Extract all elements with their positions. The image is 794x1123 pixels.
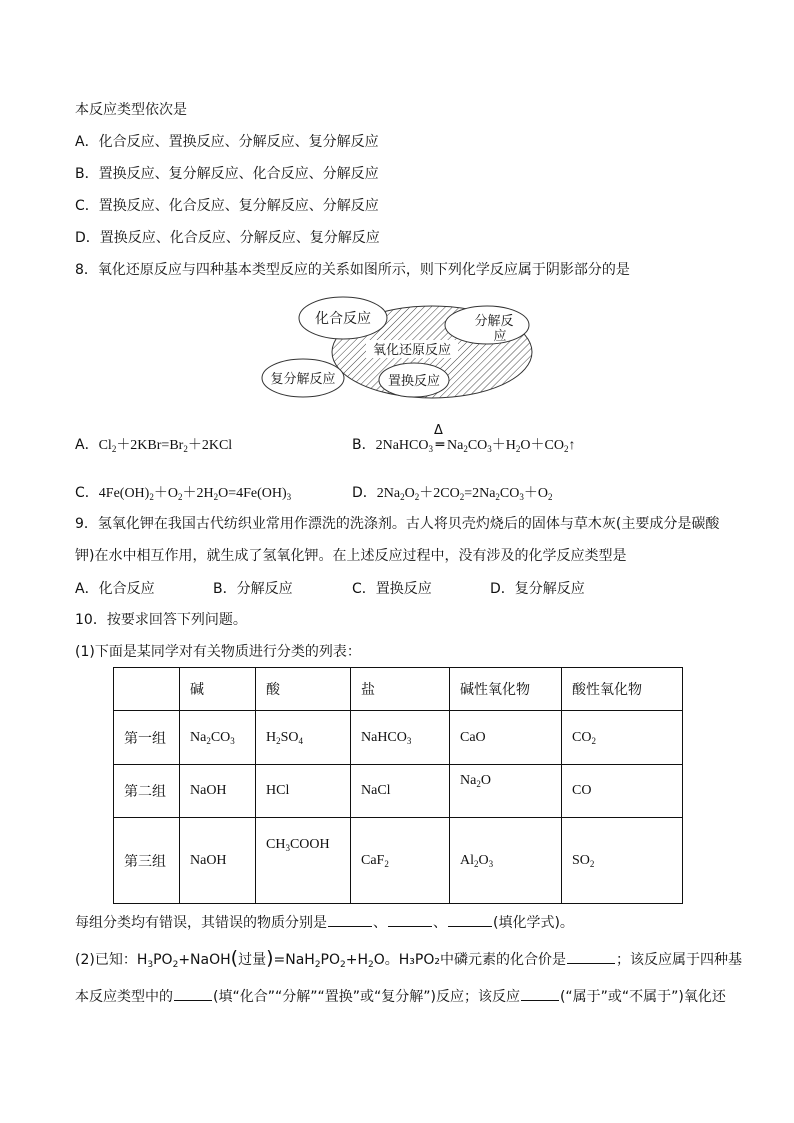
header-acid: 酸 — [256, 668, 351, 711]
heat-condition: Δ ═ — [434, 423, 445, 453]
q9-option-d: D．复分解反应 — [490, 581, 585, 597]
q9-option-c: C．置换反应 — [352, 581, 432, 597]
q10-part1: (1)下面是某同学对有关物质进行分类的列表： — [75, 644, 361, 660]
table-cell: CaF$_2$ — [351, 818, 450, 904]
decomposition-label-2: 应 — [493, 328, 507, 343]
q8-stem: 8．氧化还原反应与四种基本类型反应的关系如图所示，则下列化学反应属于阴影部分的是 — [75, 262, 630, 278]
q10-part2-line: (2)已知：$H_3PO_2+NaOH$(过量)$=NaH_2PO_2+H_2O$。H₃PO₂中磷元素的化合价是 ；该反应属于四种基 — [75, 947, 742, 970]
table-cell: NaOH — [180, 818, 256, 904]
reaction-type-diagram — [258, 296, 538, 406]
table-cell: CO — [562, 765, 683, 818]
q10-stem: 10．按要求回答下列问题。 — [75, 612, 247, 628]
q8-option-b: B．2NaHCO$_3$ Δ ═ $Na_2CO_3+H_2O+CO_2↑$ — [352, 423, 576, 454]
q7-option-a: A．化合反应、置换反应、分解反应、复分解反应 — [75, 134, 379, 150]
displacement-label: 置换反应 — [387, 373, 441, 388]
table-cell: NaCl — [351, 765, 450, 818]
q9-stem-line-2: 钾)在水中相互作用，就生成了氢氧化钾。在上述反应过程中，没有涉及的化学反应类型是 — [75, 548, 627, 564]
decomposition-label-1: 分解反 — [474, 313, 514, 328]
table-corner-cell — [114, 668, 180, 711]
table-row — [114, 765, 683, 818]
q7-option-d: D．置换反应、化合反应、分解反应、复分解反应 — [75, 230, 380, 246]
answer-blank[interactable] — [521, 986, 559, 1001]
table-cell: $H_2SO_4$ — [256, 711, 351, 765]
q8-option-a: A．$Cl_2+2KBr=Br_2+2KCl$ — [75, 437, 233, 454]
table-cell: CaO — [450, 711, 562, 765]
table-row — [114, 711, 683, 765]
q9-option-a: A．化合反应 — [75, 581, 155, 597]
table-cell: HCl — [256, 765, 351, 818]
row-label: 第二组 — [114, 765, 180, 818]
q8-option-d: D．$2Na_2O_2+2CO_2=2Na_2CO_3+O_2$ — [352, 485, 553, 502]
table-cell: NaHCO$_3$ — [351, 711, 450, 765]
q7-stem-tail: 本反应类型依次是 — [75, 102, 187, 118]
header-base: 碱 — [180, 668, 256, 711]
q10-errors-line: 每组分类均有错误，其错误的物质分别是 、 、 (填化学式)。 — [75, 912, 574, 933]
table-cell: $Al_2O_3$ — [450, 818, 562, 904]
q10-last-line: 本反应类型中的 (填“化合”“分解”“置换”或“复分解”)反应；该反应 (“属于”或“不属于”)氧化还 — [75, 986, 726, 1007]
table-cell: $SO_2$ — [562, 818, 683, 904]
q9-option-b: B．分解反应 — [213, 581, 293, 597]
table-cell: NaOH — [180, 765, 256, 818]
answer-blank[interactable] — [174, 986, 212, 1001]
q9-stem-line-1: 9．氢氧化钾在我国古代纺织业常用作漂洗的洗涤剂。古人将贝壳灼烧后的固体与草木灰(主要成分是碳酸 — [75, 516, 720, 532]
answer-blank[interactable] — [388, 912, 432, 927]
row-label: 第三组 — [114, 818, 180, 904]
answer-blank[interactable] — [328, 912, 372, 927]
combination-label: 化合反应 — [315, 312, 371, 327]
answer-blank[interactable] — [567, 949, 615, 964]
answer-blank[interactable] — [448, 912, 492, 927]
metathesis-label: 复分解反应 — [270, 371, 336, 386]
q7-option-c: C．置换反应、化合反应、复分解反应、分解反应 — [75, 198, 379, 214]
header-salt: 盐 — [351, 668, 450, 711]
classification-table — [113, 667, 683, 904]
table-cell: $CH_3COOH$ — [256, 818, 351, 904]
table-cell: $CO_2$ — [562, 711, 683, 765]
header-basic-oxide: 碱性氧化物 — [450, 668, 562, 711]
table-cell: $Na_2CO_3$ — [180, 711, 256, 765]
q7-option-b: B．置换反应、复分解反应、化合反应、分解反应 — [75, 166, 379, 182]
row-label: 第一组 — [114, 711, 180, 765]
table-cell: $Na_2O$ — [450, 765, 562, 818]
q8-option-c: C．$4Fe(OH)_2+O_2+2H_2O=4Fe(OH)_3$ — [75, 485, 292, 502]
header-acidic-oxide: 酸性氧化物 — [562, 668, 683, 711]
table-row — [114, 818, 683, 904]
redox-label: 氧化还原反应 — [372, 342, 452, 357]
